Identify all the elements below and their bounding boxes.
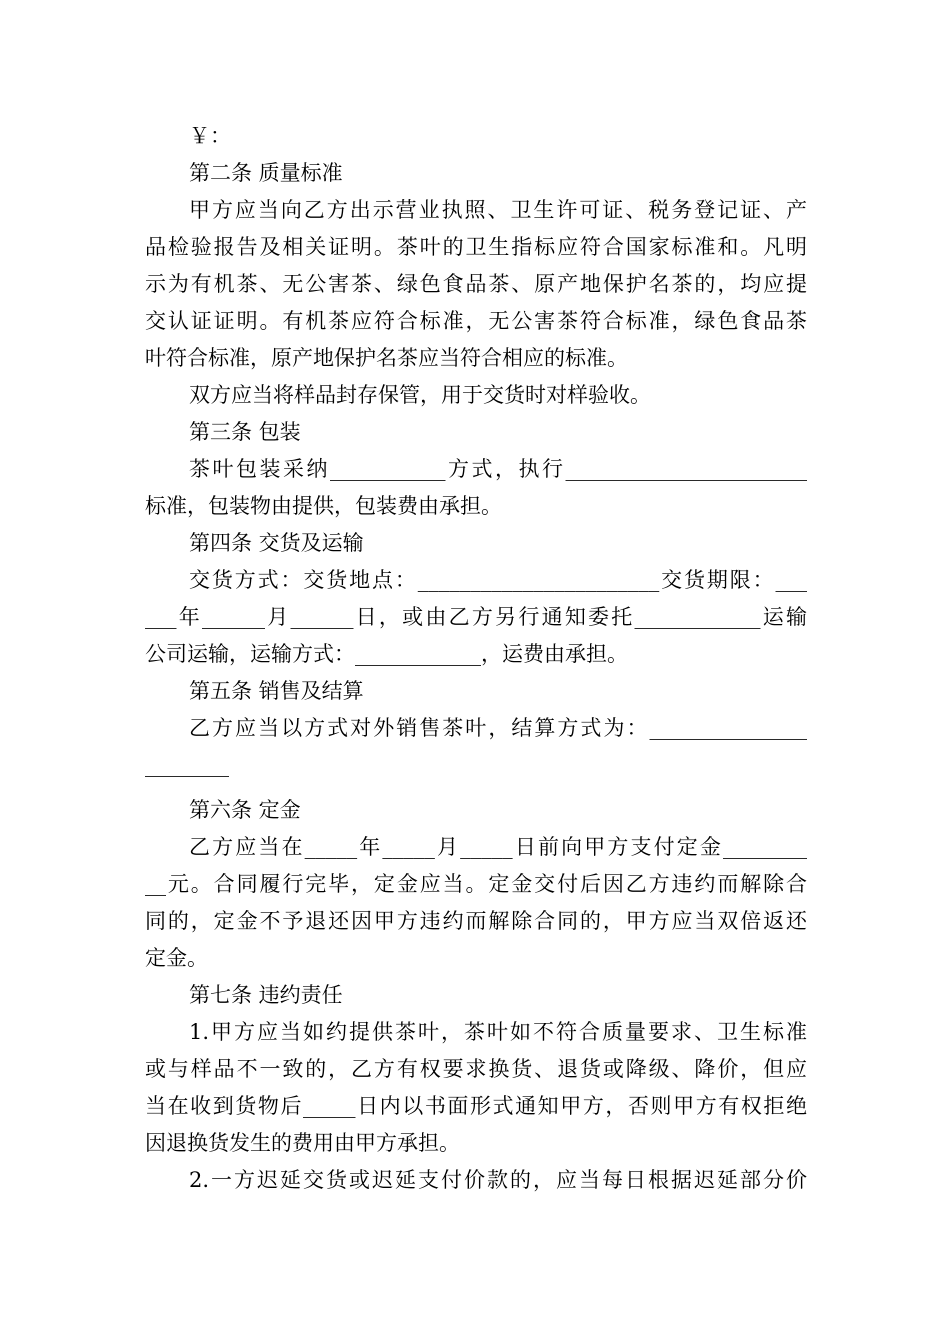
document-line: 双方应当将样品封存保管，用于交货时对样验收。 [189,383,651,407]
document-line: 第七条 违约责任 [189,983,343,1007]
document-line: 交认证证明。有机茶应符合标准，无公害茶符合标准，绿色食品茶 [145,309,807,333]
document-line: 第四条 交货及运输 [189,531,364,555]
document-line: 第五条 销售及结算 [189,679,364,703]
document-line: 公司运输，运输方式：____________，运费由承担。 [145,642,628,666]
document-line: 茶叶包装采纳___________方式，执行_______________________ [189,457,807,481]
document-line: 叶符合标准，原产地保护名茶应当符合相应的标准。 [145,346,628,370]
document-line: 同的，定金不予退还因甲方违约而解除合同的，甲方应当双倍返还 [145,909,807,933]
document-line: 示为有机茶、无公害茶、绿色食品茶、原产地保护名茶的，均应提 [145,272,807,296]
document-line: 乙方应当以方式对外销售茶叶，结算方式为：_______________ [189,716,807,740]
document-line: 定金。 [145,946,208,970]
document-line: 或与样品不一致的，乙方有权要求换货、退货或降级、降价，但应 [145,1057,807,1081]
document-line: __元。合同履行完毕，定金应当。定金交付后因乙方违约而解除合 [145,872,807,896]
document-line: 乙方应当在_____年_____月_____日前向甲方支付定金________ [189,835,807,859]
document-line: ￥： [189,124,231,148]
document-line: 第三条 包装 [189,420,301,444]
paragraph-gap [145,784,807,792]
document-line: ________ [145,753,229,777]
document-line: 当在收到货物后_____日内以书面形式通知甲方，否则甲方有权拒绝 [145,1094,807,1118]
document-line: 第二条 质量标准 [189,161,343,185]
document-line: 2.一方迟延交货或迟延支付价款的，应当每日根据迟延部分价 [189,1168,807,1192]
document-line: 甲方应当向乙方出示营业执照、卫生许可证、税务登记证、产 [189,198,807,222]
document-line: 第六条 定金 [189,798,301,822]
document-line: 品检验报告及相关证明。茶叶的卫生指标应符合国家标准和。凡明 [145,235,807,259]
document-body [145,118,807,1199]
document-line: 1.甲方应当如约提供茶叶，茶叶如不符合质量要求、卫生标准 [189,1020,807,1044]
document-line: 因退换货发生的费用由甲方承担。 [145,1131,460,1155]
document-line: 标准，包装物由提供，包装费由承担。 [145,494,502,518]
document-line: ___年______月______日，或由乙方另行通知委托____________运输 [145,605,807,629]
document-line: 交货方式：交货地点：_______________________交货期限：___ [189,568,807,592]
